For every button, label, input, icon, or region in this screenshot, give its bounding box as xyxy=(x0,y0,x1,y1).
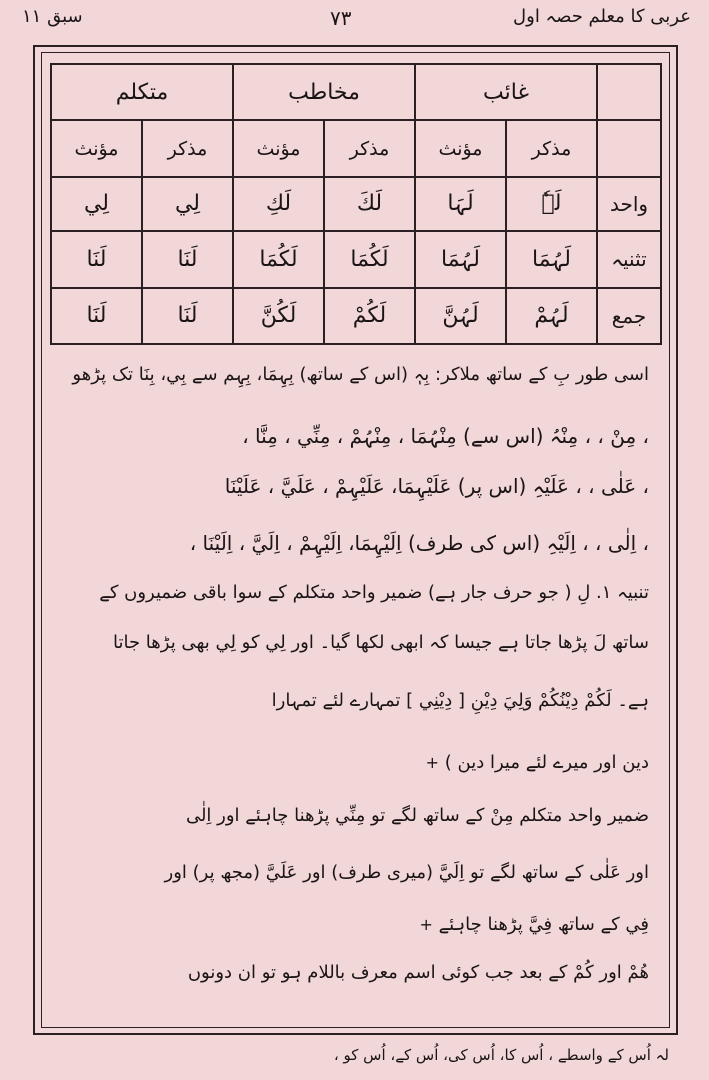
group-ghaib: غائب xyxy=(415,64,597,120)
table-group-header-row xyxy=(51,64,661,120)
text-line: ، مِنْ ، ، مِنْہُ (اس سے) مِنْہُمَا ، مِنْہُمْ ، مِنِّي ، مِنَّا ، xyxy=(242,424,649,448)
text-line: ، عَلٰی ، ، عَلَیْہِ (اس پر) عَلَیْہِمَا، عَلَیْہِمْ ، عَلَيَّ ، عَلَیْنَا xyxy=(224,474,649,498)
page-number: ۷۳ xyxy=(330,6,352,30)
footnote: لہ اُس کے واسطے ، اُس کا، اُس کی، اُس کے، اُس کو ، xyxy=(333,1046,669,1064)
table-cell: لِي xyxy=(51,177,142,231)
row-label: تثنیہ xyxy=(597,231,661,287)
table-cell: لَنَا xyxy=(51,231,142,287)
table-subheader-row xyxy=(51,120,661,176)
table-cell: لَہٗ xyxy=(506,177,597,231)
text-line: ضمیر واحد متکلم مِنْ کے ساتھ لگے تو مِنِّي پڑھنا چاہئے اور اِلٰی xyxy=(185,805,649,826)
group-mutakallim: متکلم xyxy=(51,64,233,120)
table-cell: لَكُمَا xyxy=(324,231,415,287)
subheader-cell: مؤنث xyxy=(233,120,324,176)
subheader-cell: مذکر xyxy=(506,120,597,176)
table-cell: لَہُمَا xyxy=(415,231,506,287)
table-cell: لَكُمَا xyxy=(233,231,324,287)
text-line: ھُمْ اور كُمْ کے بعد جب کوئی اسم معرف باللام ہو تو ان دونوں xyxy=(187,962,649,983)
text-line: اسی طور بِ کے ساتھ ملاکر: بِہٖ (اس کے ساتھ) بِہِمَا، بِہِم سے بِي، بِنَا تک پڑھو xyxy=(72,364,649,385)
table-cell: لَنَا xyxy=(51,288,142,344)
text-line: ساتھ لَ پڑھا جاتا ہے جیسا کہ ابھی لکھا گیا۔ اور لِي کو لِي بھی پڑھا جاتا xyxy=(112,632,649,653)
text-line: ، اِلٰی ، ، اِلَیْہِ (اس کی طرف) اِلَیْہِمَا، اِلَیْہِمْ ، اِلَيَّ ، اِلَیْنَا ، xyxy=(189,531,649,555)
subheader-cell: مؤنث xyxy=(51,120,142,176)
table-cell: لَہَا xyxy=(415,177,506,231)
table-row xyxy=(51,231,661,287)
table-cell: لَكِ xyxy=(233,177,324,231)
pronoun-table xyxy=(50,63,662,345)
group-mukhatab: مخاطب xyxy=(233,64,415,120)
subheader-cell: مذکر xyxy=(324,120,415,176)
text-line xyxy=(419,914,649,935)
table-cell: لَہُمَا xyxy=(506,231,597,287)
row-label: واحد xyxy=(597,177,661,231)
table-cell: لَكَ xyxy=(324,177,415,231)
table-cell: لَہُمْ xyxy=(506,288,597,344)
book-title: عربی کا معلم حصہ اول xyxy=(513,6,691,27)
table-cell: لِي xyxy=(142,177,233,231)
plus-mark: + xyxy=(419,915,433,934)
table-corner-cell xyxy=(597,120,661,176)
row-label: جمع xyxy=(597,288,661,344)
text-line xyxy=(426,752,649,773)
table-corner-cell xyxy=(597,64,661,120)
text-line: اور عَلٰی کے ساتھ لگے تو اِلَيَّ (میری طرف) اور عَلَيَّ (مجھ پر) اور xyxy=(164,862,649,883)
lesson-label: سبق ۱۱ xyxy=(22,6,83,27)
table-row xyxy=(51,177,661,231)
subheader-cell: مذکر xyxy=(142,120,233,176)
text-line: تنبیہ ۱. لِ ( جو حرف جار ہے) ضمیر واحد متکلم کے سوا باقی ضمیروں کے xyxy=(99,582,649,603)
plus-mark: + xyxy=(425,753,440,772)
table-cell: لَنَا xyxy=(142,288,233,344)
table-cell: لَنَا xyxy=(142,231,233,287)
subheader-cell: مؤنث xyxy=(415,120,506,176)
text-line: ہے۔ لَكُمْ دِيْنُكُمْ وَلِيَ دِيْنِ [ دِیْنِي ] تمہارے لئے تمہارا xyxy=(271,690,649,711)
text-span: دین اور میرے لئے میرا دین ) xyxy=(444,752,649,773)
table-cell: لَكُنَّ xyxy=(233,288,324,344)
table-cell: لَكُمْ xyxy=(324,288,415,344)
table-row xyxy=(51,288,661,344)
text-span: فِي کے ساتھ فِيَّ پڑھنا چاہئے xyxy=(438,914,649,935)
table-cell: لَہُنَّ xyxy=(415,288,506,344)
